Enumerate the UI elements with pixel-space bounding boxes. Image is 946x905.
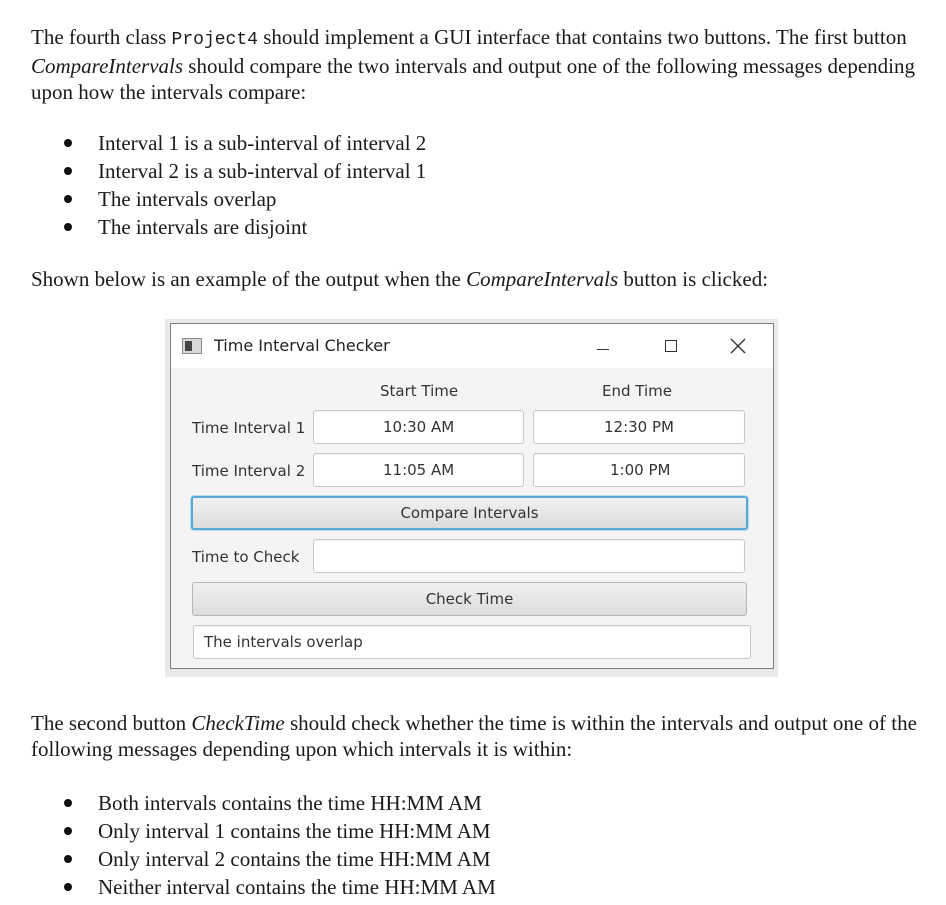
interval1-start-field[interactable]: 10:30 AM — [313, 410, 524, 444]
output-field: The intervals overlap — [193, 625, 751, 659]
close-button[interactable] — [716, 332, 760, 360]
time-to-check-input[interactable] — [313, 539, 745, 573]
time-to-check-label: Time to Check — [192, 548, 300, 566]
check-messages-list — [31, 789, 496, 901]
app-window — [170, 323, 774, 669]
list-item: Only interval 2 contains the time HH:MM AM — [31, 845, 496, 873]
intro-paragraph: The fourth class Project4 should implement a GUI interface that contains two buttons. The first button CompareIntervals should compare the two intervals and output one of the following messages depending upon how the intervals compare: — [31, 25, 915, 104]
interval1-end-field[interactable]: 12:30 PM — [533, 410, 745, 444]
list-item: Interval 2 is a sub-interval of interval 1 — [31, 157, 426, 185]
list-item: Neither interval contains the time HH:MM AM — [31, 873, 496, 901]
check-time-button[interactable]: Check Time — [192, 582, 747, 616]
example-paragraph: Shown below is an example of the output when the CompareIntervals button is clicked: — [31, 267, 769, 291]
interval2-end-field[interactable]: 1:00 PM — [533, 453, 745, 487]
end-time-header: End Time — [602, 382, 672, 400]
interval2-start-field[interactable]: 11:05 AM — [313, 453, 524, 487]
start-time-header: Start Time — [380, 382, 459, 400]
second-paragraph: The second button CheckTime should check whether the time is within the intervals and output one of the following messages depending upon which intervals it is within: — [31, 711, 917, 761]
list-item: Interval 1 is a sub-interval of interval 2 — [31, 129, 426, 157]
list-item: The intervals overlap — [31, 185, 426, 213]
interval1-label: Time Interval 1 — [192, 419, 306, 437]
maximize-icon — [665, 340, 677, 352]
close-icon — [730, 338, 746, 354]
maximize-button[interactable] — [649, 332, 693, 360]
minimize-icon — [597, 349, 609, 350]
app-icon — [182, 338, 202, 354]
compare-intervals-button[interactable]: Compare Intervals — [191, 496, 748, 530]
minimize-button[interactable] — [581, 332, 625, 360]
class-name: Project4 — [171, 30, 258, 50]
compare-intervals-term: CompareIntervals — [31, 54, 184, 78]
list-item: Both intervals contains the time HH:MM AM — [31, 789, 496, 817]
list-item: The intervals are disjoint — [31, 213, 426, 241]
interval2-label: Time Interval 2 — [192, 462, 306, 480]
compare-messages-list — [31, 129, 426, 241]
check-time-term: CheckTime — [191, 711, 285, 735]
window-title: Time Interval Checker — [214, 336, 390, 355]
list-item: Only interval 1 contains the time HH:MM AM — [31, 817, 496, 845]
title-bar[interactable] — [171, 324, 773, 368]
